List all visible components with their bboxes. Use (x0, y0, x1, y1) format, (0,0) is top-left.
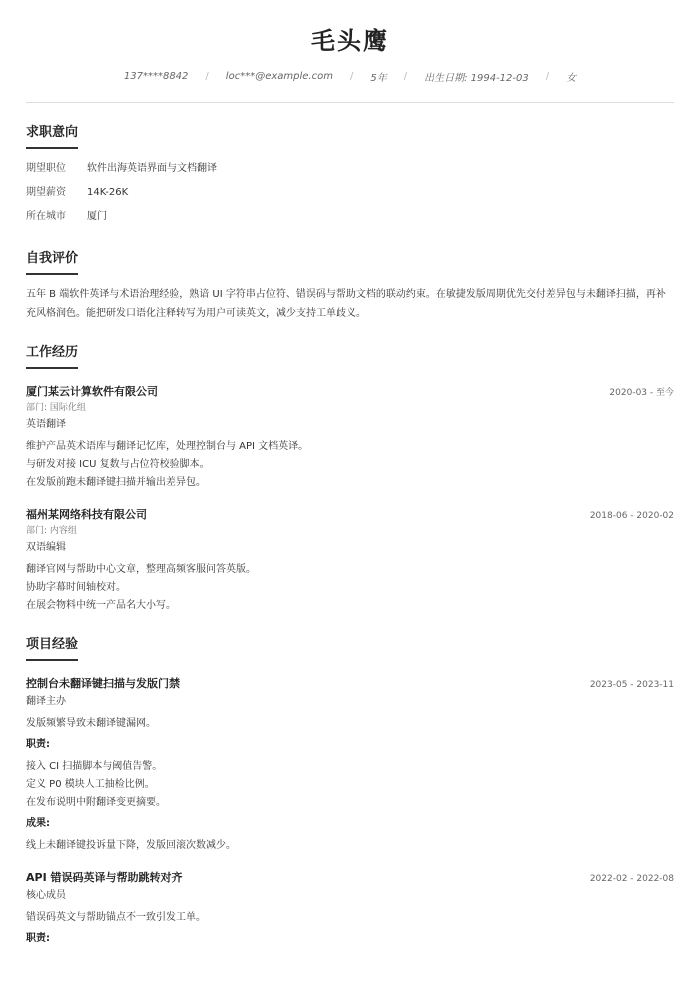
intent-list (26, 157, 674, 229)
project-role: 翻译主办 (26, 696, 66, 707)
intent-key: 所在城市 (26, 211, 66, 222)
background-line: 错误码英文与帮助锚点不一致引发工单。 (26, 912, 206, 923)
project-background (26, 715, 674, 733)
section-title-self: 自我评价 (26, 247, 78, 275)
intent-row (26, 205, 674, 229)
intent-row (26, 157, 674, 181)
result-line: 线上未翻译键投诉量下降，发版回滚次数减少。 (26, 840, 236, 851)
project-header (26, 869, 674, 885)
job-department: 部门: 内容组 (26, 526, 77, 536)
duty-line: 与研发对接 ICU 复数与占位符校验脚本。 (26, 459, 210, 470)
project-entry (26, 675, 674, 855)
job-date: 2020-03 - 至今 (609, 388, 674, 398)
duty-label: 职责: (26, 933, 50, 944)
result-label: 成果: (26, 818, 50, 829)
work-years: 5年 (370, 72, 387, 84)
contact-bar (26, 68, 674, 84)
intent-value: 14K-26K (87, 187, 129, 198)
section-title-projects: 项目经验 (26, 633, 78, 661)
section-title-work: 工作经历 (26, 341, 78, 369)
duty-line: 协助字幕时间轴校对。 (26, 582, 126, 593)
job-duties (26, 438, 674, 492)
job-header (26, 506, 674, 522)
duty-label: 职责: (26, 739, 50, 750)
intent-row (26, 181, 674, 205)
duty-line: 翻译官网与帮助中心文章，整理高频客服问答英版。 (26, 564, 256, 575)
project-background (26, 909, 674, 927)
job-date: 2018-06 - 2020-02 (589, 511, 674, 521)
project-duties (26, 758, 674, 812)
project-name: API 错误码英译与帮助跳转对齐 (26, 871, 183, 884)
intent-value: 软件出海英语界面与文档翻译 (87, 163, 217, 174)
gender: 女 (566, 72, 577, 84)
project-results (26, 837, 674, 855)
duty-line: 在发布说明中附翻译变更摘要。 (26, 797, 166, 808)
project-name: 控制台未翻译键扫描与发版门禁 (26, 677, 180, 690)
project-date: 2022-02 - 2022-08 (589, 874, 674, 884)
candidate-name: 毛头鹰 (311, 27, 389, 55)
duty-line: 定义 P0 模块人工抽检比例。 (26, 779, 155, 790)
intent-value: 厦门 (87, 211, 107, 222)
section-title-intent: 求职意向 (26, 121, 78, 149)
job-header (26, 383, 674, 399)
separator: / (349, 70, 354, 82)
separator: / (545, 70, 550, 82)
duty-line: 在展会物料中统一产品名大小写。 (26, 600, 176, 611)
duty-line: 维护产品英术语库与翻译记忆库，处理控制台与 API 文档英译。 (26, 441, 309, 452)
duty-line: 接入 CI 扫描脚本与阈值告警。 (26, 761, 163, 772)
company-name: 福州某网络科技有限公司 (26, 508, 147, 521)
email: loc***@example.com (225, 70, 333, 82)
job-entry (26, 383, 674, 492)
job-role: 双语编辑 (26, 542, 66, 553)
section-self (26, 229, 674, 323)
duty-line: 在发版前跑未翻译键扫描并输出差异包。 (26, 477, 206, 488)
background-line: 发版频繁导致未翻译键漏网。 (26, 718, 156, 729)
intent-key: 期望职位 (26, 163, 66, 174)
project-role: 核心成员 (26, 890, 66, 901)
section-work (26, 323, 674, 615)
job-role: 英语翻译 (26, 419, 66, 430)
project-header (26, 675, 674, 691)
company-name: 厦门某云计算软件有限公司 (26, 385, 158, 398)
phone: 137****8842 (123, 70, 189, 82)
job-duties (26, 561, 674, 615)
intent-key: 期望薪资 (26, 187, 66, 198)
separator: / (205, 70, 209, 82)
project-date: 2023-05 - 2023-11 (589, 680, 674, 690)
self-evaluation-text: 五年 B 端软件英译与术语治理经验，熟谙 UI 字符串占位符、错误码与帮助文档的联动约束。在敏捷发版周期优先交付差异包与未翻译扫描，再补充风格润色。能把研发口语化注释转写为用户可读英文，减少支持工单歧义。 (26, 289, 666, 319)
project-entry (26, 869, 674, 948)
section-intent (26, 103, 674, 229)
separator: / (403, 70, 408, 82)
job-department: 部门: 国际化组 (26, 403, 86, 413)
birth-date: 出生日期: 1994-12-03 (424, 72, 529, 84)
section-projects (26, 615, 674, 948)
job-entry (26, 506, 674, 615)
